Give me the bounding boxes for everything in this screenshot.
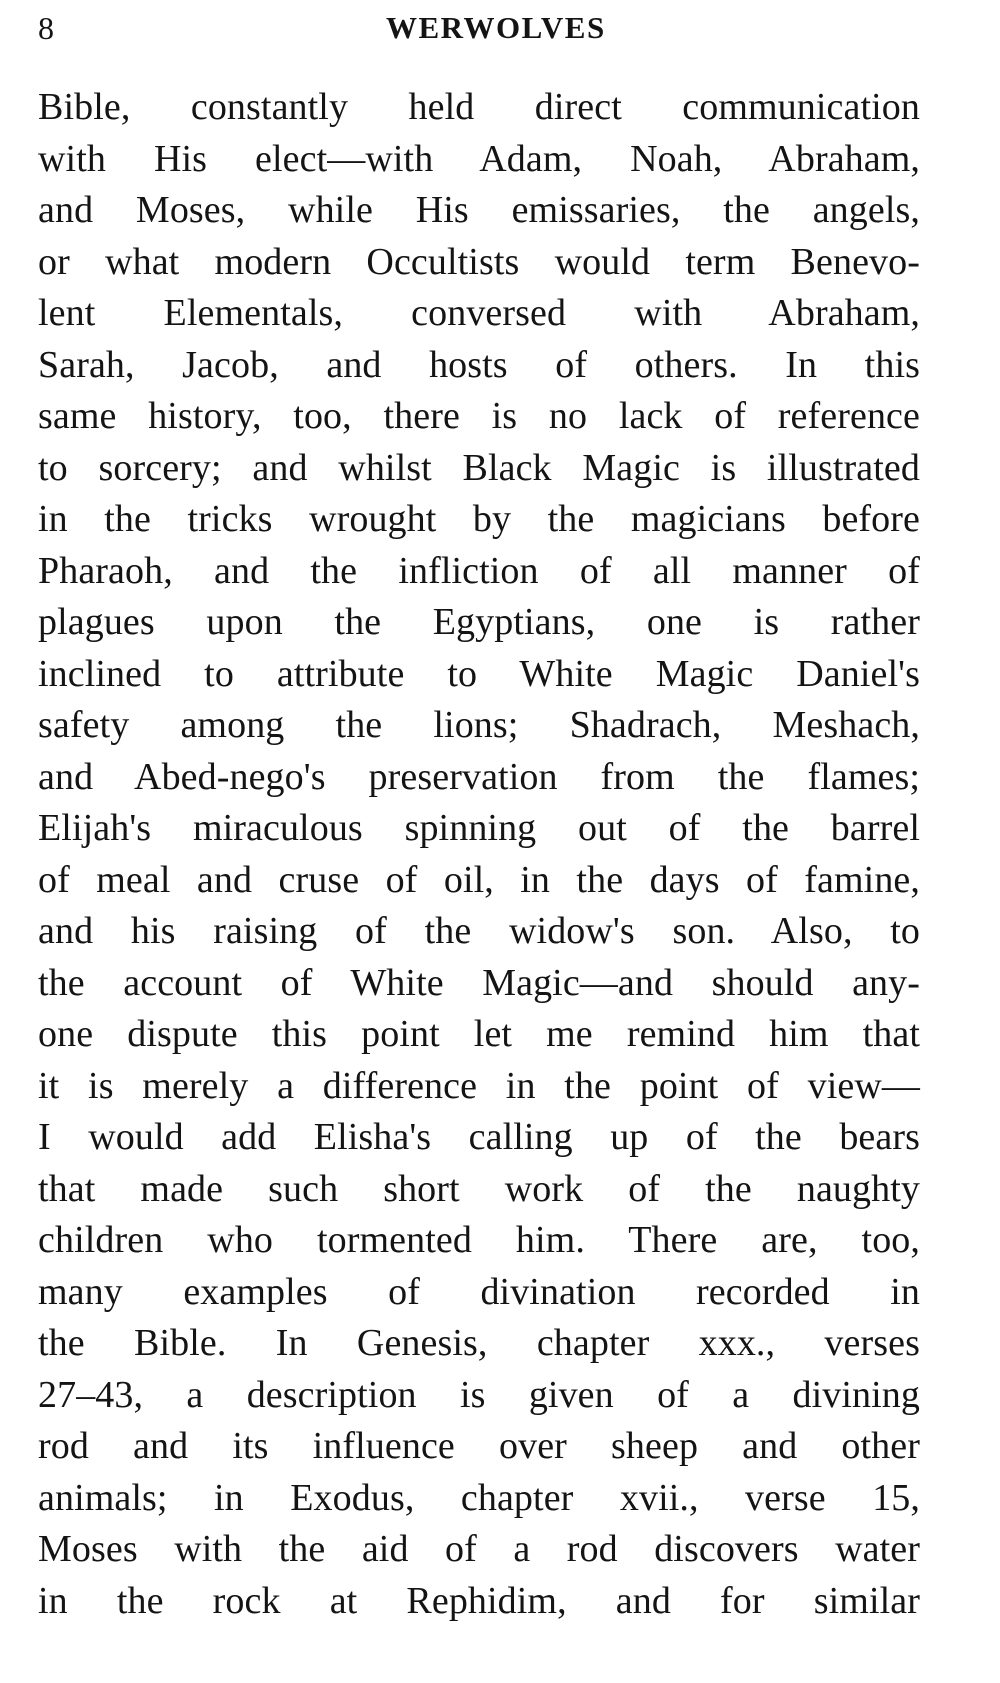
text-line: in the rock at Rephidim, and for similar	[38, 1579, 920, 1622]
text-line: I would add Elisha's calling up of the bears	[38, 1116, 920, 1158]
text-line: lent Elementals, conversed with Abraham,	[38, 292, 920, 334]
text-line: it is merely a difference in the point of view—	[38, 1064, 920, 1107]
text-line: that made such short work of the naughty	[38, 1167, 920, 1210]
text-line: one dispute this point let me remind him that	[38, 1013, 920, 1055]
text-line: inclined to attribute to White Magic Daniel's	[38, 652, 920, 695]
text-line: the account of White Magic—and should any-	[38, 961, 920, 1004]
text-line: and Abed-nego's preservation from the flames;	[38, 755, 920, 798]
text-line: plagues upon the Egyptians, one is rather	[38, 601, 920, 643]
text-line: of meal and cruse of oil, in the days of famine,	[38, 858, 920, 901]
text-line: Elijah's miraculous spinning out of the barrel	[38, 807, 920, 849]
text-line: in the tricks wrought by the magicians before	[38, 498, 920, 540]
text-line: 27–43, a description is given of a divining	[38, 1373, 920, 1416]
text-line: animals; in Exodus, chapter xvii., verse 15,	[38, 1476, 920, 1519]
running-head	[38, 8, 918, 48]
text-line: Pharaoh, and the infliction of all manner of	[38, 549, 920, 592]
text-line: safety among the lions; Shadrach, Meshach,	[38, 704, 920, 746]
text-line: or what modern Occultists would term Benevo-	[38, 240, 920, 283]
text-line: Sarah, Jacob, and hosts of others. In this	[38, 343, 920, 386]
page-number: 8	[38, 10, 54, 46]
running-title: WERWOLVES	[386, 10, 606, 45]
text-line: same history, too, there is no lack of reference	[38, 395, 920, 437]
text-line: the Bible. In Genesis, chapter xxx., verses	[38, 1322, 920, 1364]
text-line: and Moses, while His emissaries, the angels,	[38, 189, 920, 231]
text-line: Bible, constantly held direct communication	[38, 86, 920, 128]
body-text	[38, 82, 920, 1627]
text-line: and his raising of the widow's son. Also, to	[38, 910, 920, 952]
text-line: to sorcery; and whilst Black Magic is illustrated	[38, 446, 920, 489]
text-line: rod and its influence over sheep and other	[38, 1425, 920, 1467]
text-line: with His elect—with Adam, Noah, Abraham,	[38, 137, 920, 180]
text-line: many examples of divination recorded in	[38, 1270, 920, 1313]
text-line: children who tormented him. There are, too,	[38, 1219, 920, 1261]
text-line: Moses with the aid of a rod discovers water	[38, 1528, 920, 1570]
